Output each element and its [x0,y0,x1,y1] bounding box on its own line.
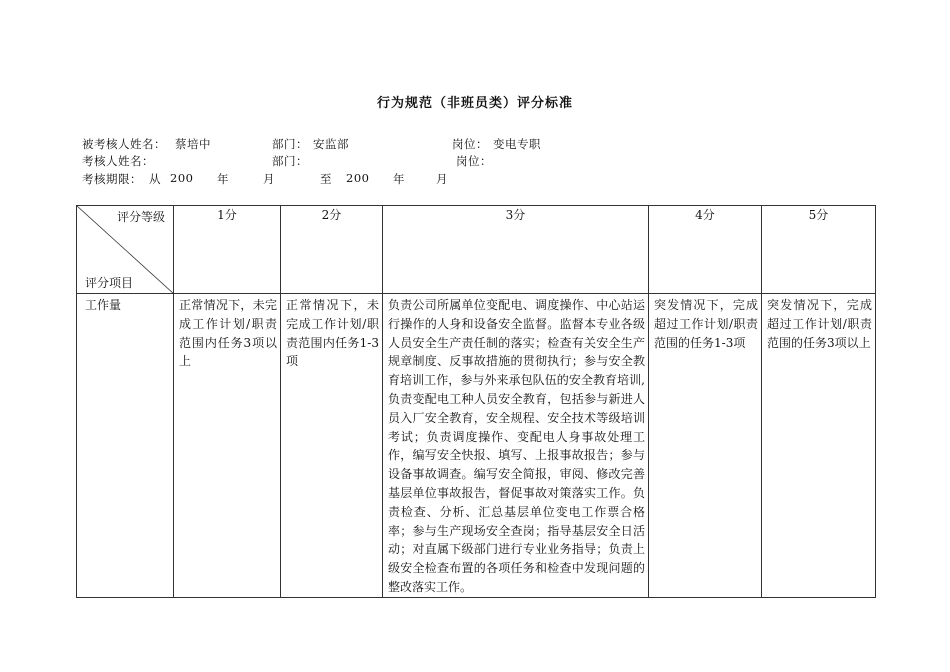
page-title: 行为规范（非班员类）评分标准 [376,96,573,111]
corner-cell [77,206,174,294]
info-period-yue-start: 月 [263,172,275,186]
criteria-text-2: 正常情况下，未完成工作计划/职责范围内任务1-3项 [286,298,379,369]
table-header-row [77,206,876,294]
header-score-4: 4分 [649,206,762,294]
corner-score-level: 评分等级 [116,210,165,224]
header-score-3: 3分 [383,206,649,294]
info-post-label: 岗位： [452,137,488,151]
info-post-value: 变电专职 [493,137,541,151]
info-period-yue-end: 月 [436,172,448,186]
info-dept-label: 部门： [272,137,308,151]
info-period-year-end: 200 [346,171,370,185]
info-period-nian-end: 年 [393,172,405,186]
criteria-text-4: 突发情况下，完成超过工作计划/职责范围的任务1-3项 [654,298,758,350]
header-score-2: 2分 [281,206,383,294]
info-period-year-start: 200 [170,171,194,185]
info-dept-value: 安监部 [313,137,349,151]
criteria-text-3: 负责公司所属单位变配电、调度操作、中心站运行操作的人身和设备安全监督。监督本专业各级人员安全生产责任制的落实；检查有关安全生产规章制度、反事故措施的贯彻执行；参与安全教育培训工作，参与外来承包队伍的安全教育培训,负责变配电工种人员安全教育，包括参与新进人员入厂安全教育，安全规程、安全技术等级培训考试；负责调度操作、变配电人身事故处理工作，编写安全快报、填写、上报事故报告；参与设备事故调查。编写安全简报，审阅、修改完善基层单位事故报告，督促事故对策落实工作。负责检查、分析、汇总基层单位变电工作票合格率；参与生产现场安全查岗；指导基层安全日活动；对直属下级部门进行专业业务指导；负责上级安全检查布置的各项任务和检查中发现问题的整改落实工作。 [388,298,645,594]
info-examiner-post-label: 岗位： [456,154,492,168]
row-item-cell [77,294,174,598]
info-examinee-value: 蔡培中 [175,137,211,151]
info-period-label: 考核期限： [82,172,142,186]
info-examiner-dept-label: 部门： [272,154,308,168]
header-score-1: 1分 [174,206,281,294]
criteria-text-5: 突发情况下，完成超过工作计划/职责范围的任务3项以上 [767,298,872,350]
info-period-to: 至 [320,172,332,186]
info-period-from: 从 [149,172,161,186]
table-row [77,294,876,598]
criteria-cell-1 [174,294,281,598]
criteria-cell-5 [762,294,876,598]
header-score-5: 5分 [762,206,876,294]
score-table [76,205,876,598]
info-period-nian-start: 年 [217,172,229,186]
corner-score-item: 评分项目 [85,276,134,290]
row-item-label: 工作量 [85,298,122,312]
criteria-cell-3 [383,294,649,598]
criteria-text-1: 正常情况下，未完成工作计划/职责范围内任务3项以上 [179,298,277,369]
info-examiner-label: 考核人姓名： [82,154,154,168]
criteria-cell-4 [649,294,762,598]
info-examinee-label: 被考核人姓名： [82,137,166,151]
criteria-cell-2 [281,294,383,598]
